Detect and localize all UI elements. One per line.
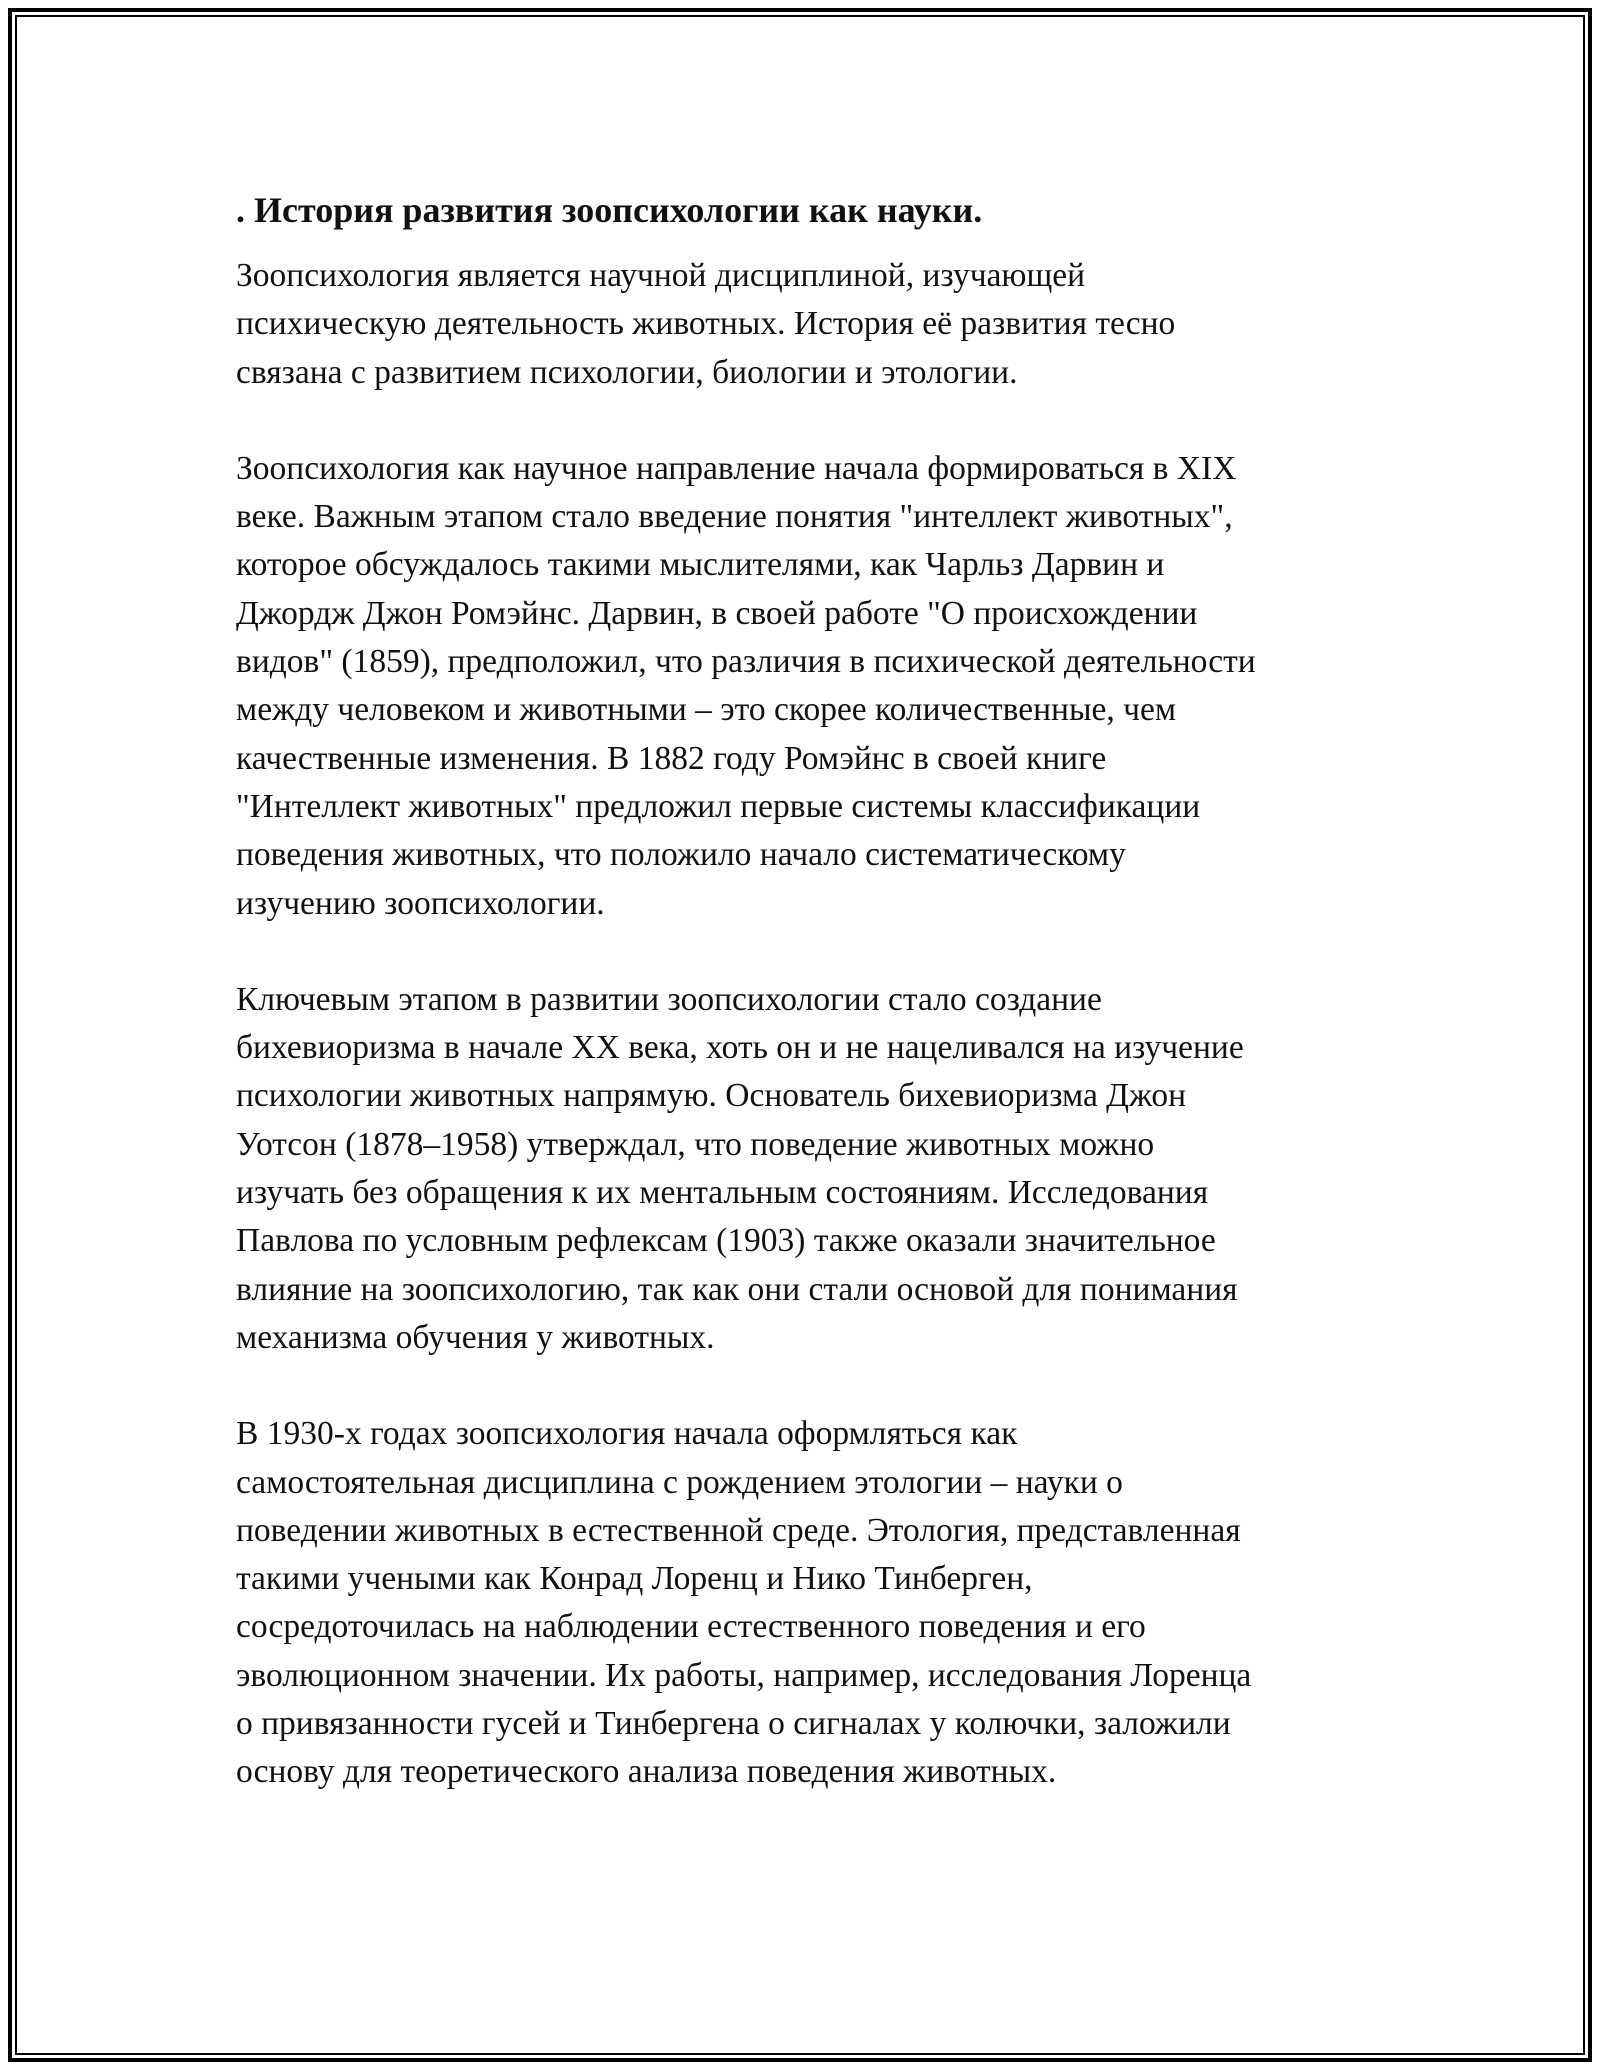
text-line: связана с развитием психологии, биологии и этологии.	[236, 353, 1018, 391]
text-line: "Интеллект животных" предложил первые системы классификации	[236, 787, 1201, 825]
text-line: психологии животных напрямую. Основатель бихевиоризма Джон	[236, 1077, 1187, 1115]
text-line: качественные изменения. В 1882 году Ромэйнс в своей книге	[236, 739, 1107, 777]
text-line: сосредоточилась на наблюдении естественного поведения и его	[236, 1608, 1146, 1646]
text-line: поведении животных в естественной среде. Этология, представленная	[236, 1511, 1241, 1549]
document-title: . История развития зоопсихологии как науки.	[236, 190, 983, 230]
text-line: Зоопсихология является научной дисциплиной, изучающей	[236, 257, 1086, 294]
text-line: самостоятельная дисциплина с рождением этологии – науки о	[236, 1463, 1123, 1501]
text-line: Джордж Джон Ромэйнс. Дарвин, в своей работе "О происхождении	[236, 594, 1198, 632]
paragraph-19th-century	[236, 445, 1376, 928]
text-line: между человеком и животными – это скорее количественные, чем	[236, 691, 1177, 729]
text-line: такими учеными как Конрад Лоренц и Нико Тинберген,	[236, 1560, 1033, 1598]
paragraph-behaviorism	[236, 976, 1376, 1362]
text-line: основу для теоретического анализа поведения животных.	[236, 1753, 1057, 1791]
text-line: о привязанности гусей и Тинбергена о сигналах у колючки, заложили	[236, 1705, 1231, 1743]
text-line: Уотсон (1878–1958) утверждал, что поведение животных можно	[236, 1125, 1155, 1163]
text-line: Павлова по условным рефлексам (1903) также оказали значительное	[236, 1222, 1216, 1260]
text-line: изучению зоопсихологии.	[236, 884, 605, 922]
text-line: эволюционном значении. Их работы, например, исследования Лоренца	[236, 1656, 1252, 1694]
text-line: поведения животных, что положило начало систематическому	[236, 836, 1126, 874]
text-line: Ключевым этапом в развитии зоопсихологии стало создание	[236, 980, 1102, 1018]
text-line: психическую деятельность животных. История её развития тесно	[236, 305, 1176, 343]
text-line: влияние на зоопсихологию, так как они стали основой для понимания	[236, 1270, 1238, 1308]
text-line: которое обсуждалось такими мыслителями, как Чарльз Дарвин и	[236, 546, 1165, 584]
text-line: веке. Важным этапом стало введение понятия "интеллект животных",	[236, 498, 1233, 536]
text-line: Зоопсихология как научное направление начала формироваться в XIX	[236, 449, 1237, 487]
text-line: бихевиоризма в начале XX века, хоть он и не нацеливался на изучение	[236, 1029, 1244, 1067]
text-line: изучать без обращения к их ментальным состояниям. Исследования	[236, 1174, 1209, 1212]
text-line: видов" (1859), предположил, что различия в психической деятельности	[236, 643, 1256, 681]
paragraph-intro	[236, 252, 1376, 397]
document-body	[236, 188, 1376, 1845]
paragraph-ethology	[236, 1410, 1376, 1796]
text-line: В 1930-х годах зоопсихология начала оформляться как	[236, 1415, 1018, 1453]
text-line: механизма обучения у животных.	[236, 1318, 715, 1356]
